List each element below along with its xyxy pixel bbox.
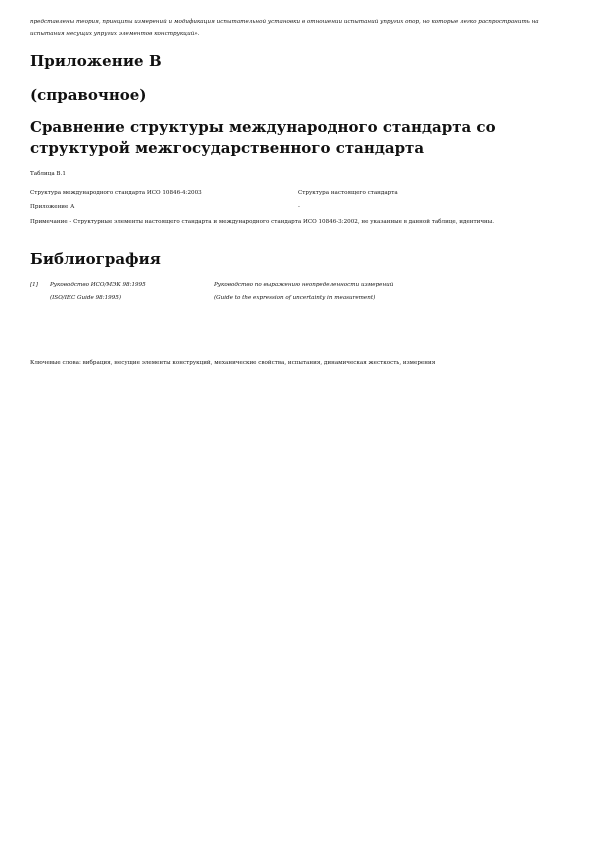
intro-paragraph: представлены теория, принципы измерений и модификация испытательной установки в отношении испытаний упругих опор, но которые легко распространить на испытания несущих упругих элементов конструкций».: [30, 19, 539, 37]
table-cell: Приложение А: [30, 204, 75, 210]
comparison-table: [30, 190, 560, 226]
table-caption: Таблица В.1: [30, 171, 66, 177]
bibliography-entry: [30, 282, 560, 295]
table-note: Примечание - Структурные элементы настоящего стандарта и международного стандарта ИСО 10846-3:2002, не указанные в данной таблице, идентичны.: [30, 219, 494, 225]
appendix-subtitle: (справочное): [30, 86, 147, 104]
bibliography-list: [30, 282, 560, 308]
table-row: [30, 190, 560, 204]
entry-number: [1]: [30, 282, 38, 288]
table-row: [30, 204, 560, 218]
entry-title: Руководство по выражению неопределенности измерений: [214, 282, 394, 288]
table-cell: -: [298, 204, 300, 210]
table-cell: Структура международного стандарта ИСО 10846-4:2003: [30, 190, 202, 196]
appendix-title: Приложение В: [30, 52, 162, 70]
entry-title-original: (Guide to the expression of uncertainty in measurement): [214, 295, 376, 301]
bibliography-entry-original: [30, 295, 560, 308]
appendix-heading: Сравнение структуры международного стандарта со структурой межгосударственного стандарта: [30, 118, 496, 157]
table-cell: Структура настоящего стандарта: [298, 190, 398, 196]
entry-reference: Руководство ИСО/МЭК 98:1995: [50, 282, 146, 288]
entry-reference-original: (ISO/IEC Guide 98:1995): [50, 295, 121, 301]
keywords-paragraph: Ключевые слова: вибрация, несущие элементы конструкций, механические свойства, испытания, динамическая жесткость, измерения: [30, 360, 436, 366]
bibliography-title: Библиография: [30, 250, 161, 268]
